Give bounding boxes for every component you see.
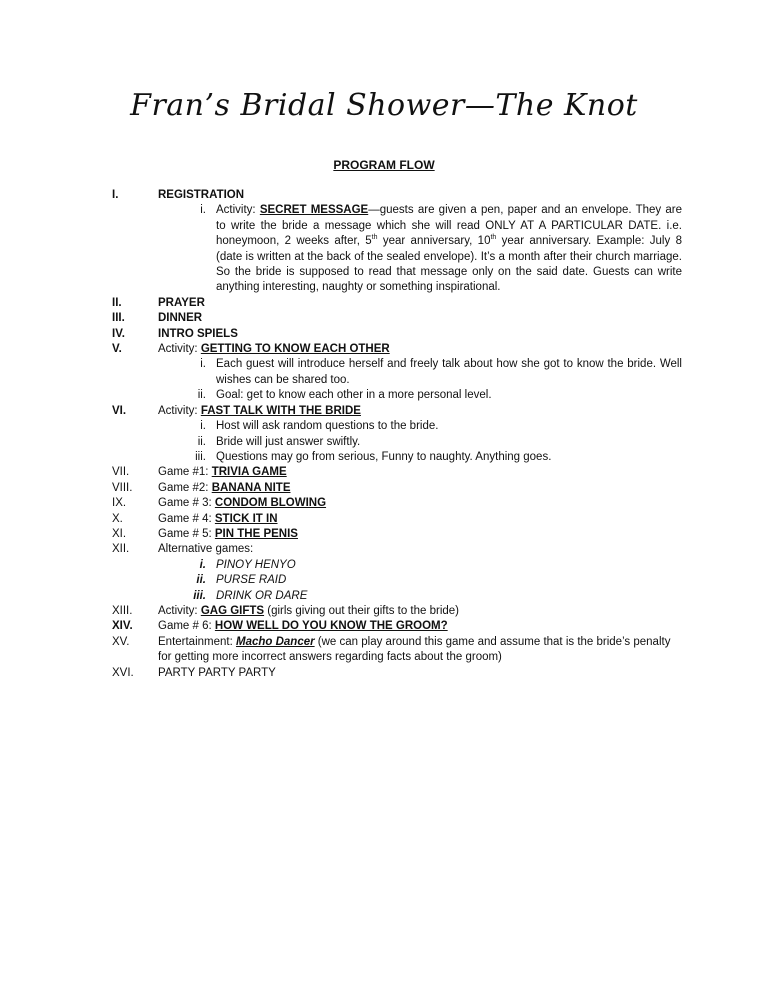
item-text: REGISTRATION (158, 189, 245, 201)
list-item (112, 635, 682, 666)
list-item (112, 527, 682, 542)
sub-item-text: Each guest will introduce herself and freely talk about how she got to know the bride. Well wishes can be shared too. (216, 358, 682, 386)
item-number: II. (112, 296, 122, 309)
item-number: X. (112, 512, 123, 525)
list-item (112, 188, 682, 203)
item-number: V. (112, 343, 122, 356)
list-item (112, 496, 682, 511)
item-number: XVI. (112, 666, 134, 679)
program-flow-heading: PROGRAM FLOW (333, 158, 435, 172)
sub-item (112, 357, 682, 388)
sub-item-number: i. (200, 358, 206, 371)
list-item (112, 296, 682, 311)
item-text: Activity: GAG GIFTS (girls giving out their gifts to the bride) (158, 604, 460, 617)
sub-item-text: Host will ask random questions to the bride. (216, 420, 439, 433)
list-item (112, 327, 682, 342)
item-text: Alternative games: (158, 543, 254, 556)
list-item (112, 465, 682, 480)
sub-item-number: ii. (197, 389, 206, 402)
item-number: VI. (112, 404, 127, 417)
sub-item (112, 419, 682, 434)
sub-item (112, 203, 682, 295)
secret-message-label: SECRET MESSAGE (259, 204, 369, 217)
sub-item-text: PURSE RAID (216, 574, 287, 587)
item-text: INTRO SPIELS (158, 327, 238, 340)
sub-item (112, 435, 682, 450)
sub-item-number: ii. (196, 574, 206, 587)
list-item (112, 404, 682, 419)
document-title: Fran’s Bridal Shower—The Knot (130, 88, 638, 123)
item-text: Game #2: BANANA NITE (158, 481, 291, 494)
item-number: I. (112, 189, 119, 201)
sub-item-text: Questions may go from serious, Funny to naughty. Anything goes. (216, 450, 552, 463)
item-text: Activity: GETTING TO KNOW EACH OTHER (158, 343, 390, 356)
sub-item (112, 558, 682, 573)
list-item (112, 342, 682, 357)
item-text: PRAYER (158, 296, 205, 309)
item-text: Game # 5: PIN THE PENIS (158, 527, 298, 540)
item-text: Game #1: TRIVIA GAME (158, 466, 287, 479)
item-text: Game # 6: HOW WELL DO YOU KNOW THE GROOM? (158, 620, 448, 633)
list-item (112, 666, 682, 681)
sub-item-text: Activity: SECRET MESSAGE—guests are given a pen, paper and an envelope. They are to write the bride a message which she will read ONLY AT A PARTICULAR DATE. i.e. honeymoon, 2 weeks after, 5th year anniversary, 10th year anniversary. Example: July 8 (date is written at the back of the sealed envelope). It’s a month after their church marriage. So the bride is supposed to read that message only on the said date. Guests can write anything interesting, naughty or something inspirational. (216, 204, 682, 294)
item-text: PARTY PARTY PARTY (158, 666, 276, 679)
sub-item-number: i. (199, 558, 206, 571)
item-number: XIV. (112, 620, 133, 633)
sub-item-text: Goal: get to know each other in a more personal level. (216, 389, 492, 402)
sub-item-number: iii. (193, 589, 206, 602)
item-number: XI. (112, 527, 127, 540)
item-number: VIII. (112, 481, 133, 494)
sub-item-number: i. (200, 420, 206, 433)
item-text: Activity: FAST TALK WITH THE BRIDE (158, 404, 361, 417)
sub-item-number: i. (200, 204, 206, 217)
item-number: XIII. (112, 604, 133, 617)
item-number: XII. (112, 543, 130, 556)
item-text: Game # 3: CONDOM BLOWING (158, 497, 327, 510)
item-number: IV. (112, 327, 126, 340)
sub-item-number: iii. (195, 450, 206, 463)
list-item (112, 542, 682, 557)
list-item (112, 512, 682, 527)
item-number: III. (112, 312, 125, 325)
sub-item-text: PINOY HENYO (216, 558, 296, 571)
sub-item (112, 573, 682, 588)
sub-item-text: DRINK OR DARE (216, 589, 308, 602)
sub-item (112, 450, 682, 465)
sub-item (112, 589, 682, 604)
list-item (112, 604, 682, 619)
item-number: VII. (112, 466, 130, 479)
sub-item-number: ii. (197, 435, 206, 448)
list-item (112, 481, 682, 496)
list-item (112, 619, 682, 634)
program-outline (112, 188, 682, 681)
item-number: IX. (112, 497, 127, 510)
item-text: Entertainment: Macho Dancer (we can play around this game and assume that is the bride’s penalty for getting more incorrect answers regarding facts about the groom) (158, 635, 671, 664)
item-text: Game # 4: STICK IT IN (158, 512, 278, 525)
sub-item (112, 388, 682, 403)
item-text: DINNER (158, 312, 203, 325)
item-number: XV. (112, 635, 130, 648)
list-item (112, 311, 682, 326)
sub-item-text: Bride will just answer swiftly. (216, 435, 361, 448)
